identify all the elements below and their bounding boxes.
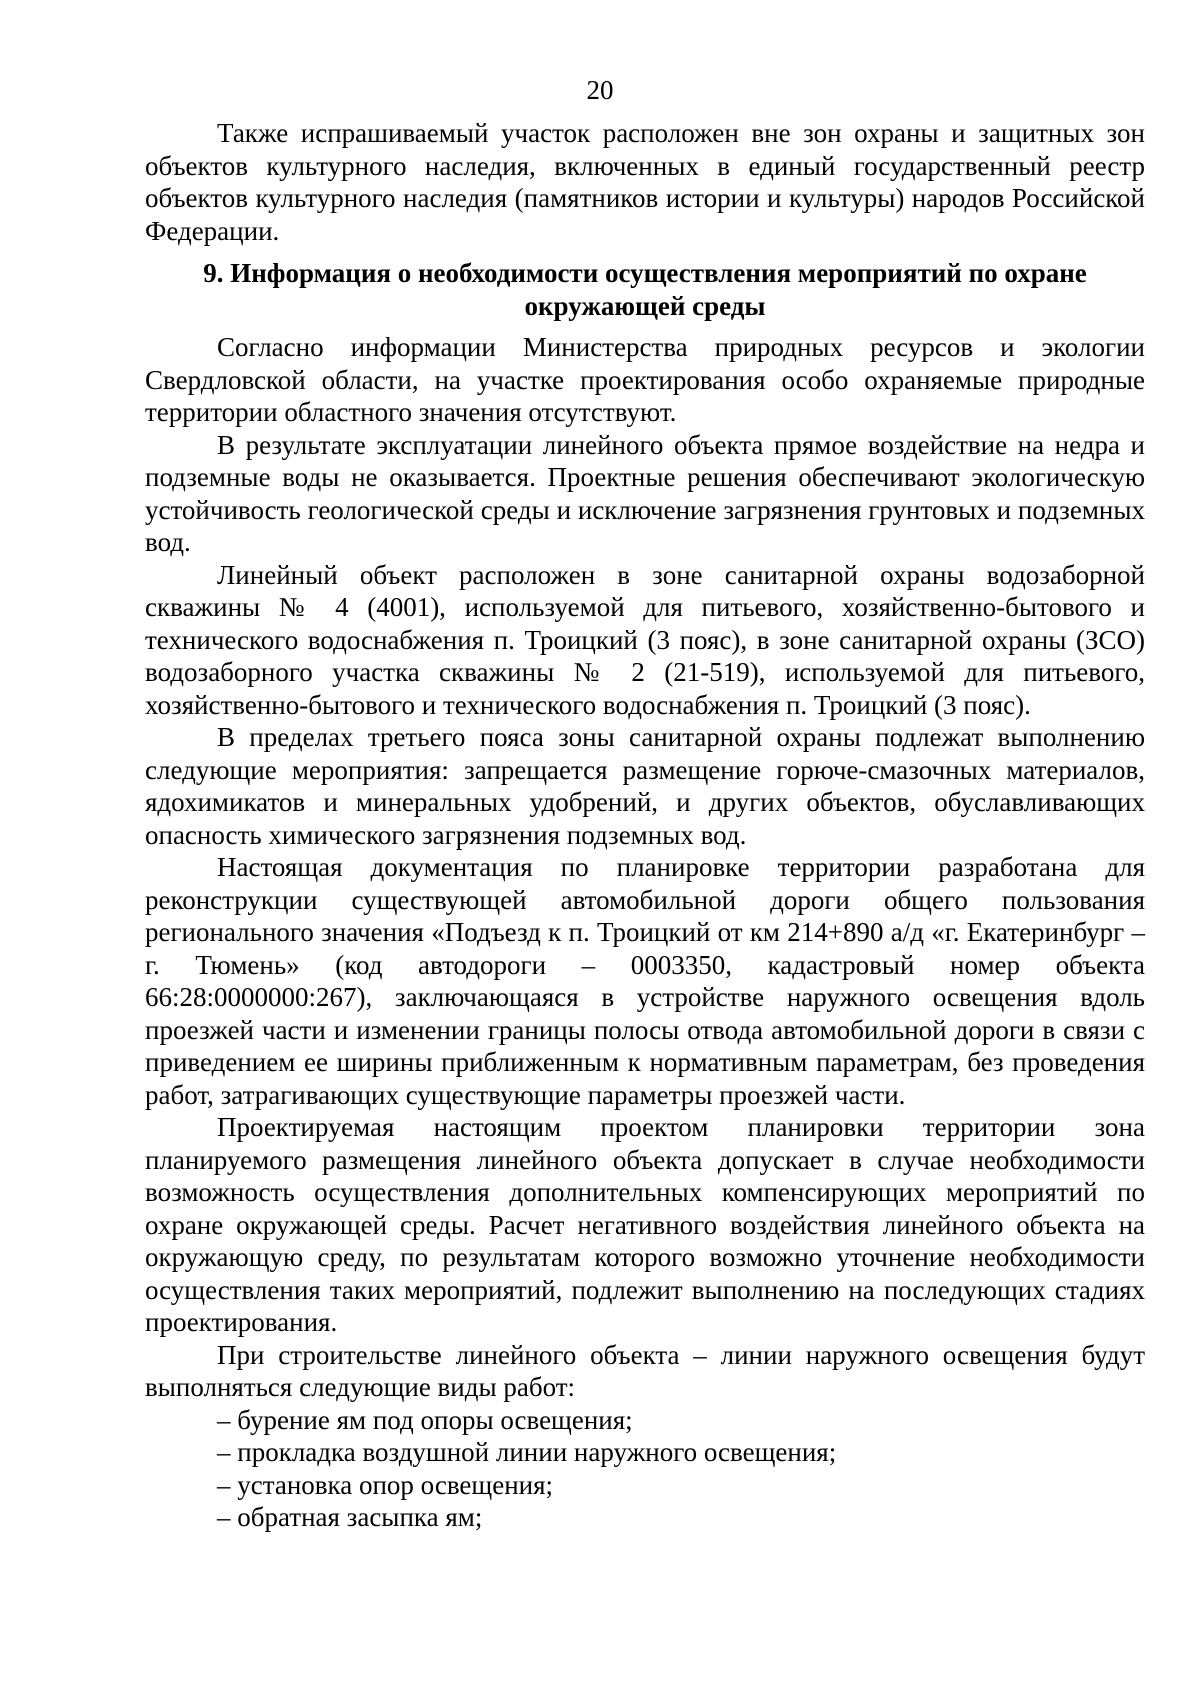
paragraph-subsoil-impact: В результате эксплуатации линейного объекта прямое воздействие на недра и подземные воды не оказывается. Проектные решения обеспечивают экологическую устойчивость геологической среды и исключение загрязнения грунтовых и подземных вод. (145, 429, 1145, 557)
paragraph-third-belt-measures: В пределах третьего пояса зоны санитарной охраны подлежат выполнению следующие мероприятия: запрещается размещение горюче-смазочных материалов, ядохимикатов и минеральных удобрений, и других объектов, обуславливающих опасность химического загрязнения подземных вод. (145, 722, 1145, 850)
list-item: – обратная засыпка ям; (217, 1502, 483, 1532)
list-item: – прокладка воздушной линии наружного освещения; (217, 1437, 837, 1467)
paragraph-documentation-purpose: Настоящая документация по планировке территории разработана для реконструкции существующей автомобильной дороги общего пользования регионального значения «Подъезд к п. Троицкий от км 214+890 а/д «г. Екатеринбург – г. Тюмень» (код автодороги – 0003350, кадастровый номер объекта 66:28:0000000:267), заключающаяся в устройстве наружного освещения вдоль проезжей части и изменении границы полосы отвода автомобильной дороги в связи с приведением ее ширины приближенным к нормативным параметрам, без проведения работ, затрагивающих существующие параметры проезжей части. (145, 852, 1145, 1110)
list-item: – установка опор освещения; (217, 1469, 554, 1500)
page-number: 20 (586, 75, 614, 105)
works-list (145, 1404, 1145, 1534)
paragraph-compensating-measures: Проектируемая настоящим проектом планировки территории зона планируемого размещения линейного объекта допускает в случае необходимости возможность осуществления дополнительных компенсирующих мероприятий по охране окружающей среды. Расчет негативного воздействия линейного объекта на окружающую среду, по результатам которого возможно уточнение необходимости осуществления таких мероприятий, подлежит выполнению на последующих стадиях проектирования. (145, 1112, 1145, 1337)
paragraph-protected-areas: Согласно информации Министерства природных ресурсов и экологии Свердловской области, на участке проектирования особо охраняемые природные территории областного значения отсутствуют. (145, 332, 1145, 427)
paragraph-sanitary-zone: Линейный объект расположен в зоне санитарной охраны водозаборной скважины № 4 (4001), используемой для питьевого, хозяйственно-бытового и технического водоснабжения п. Троицкий (3 пояс), в зоне санитарной охраны (ЗСО) водозаборного участка скважины № 2 (21-519), используемой для питьевого, хозяйственно-бытового и технического водоснабжения п. Троицкий (3 пояс). (145, 559, 1145, 720)
list-item: – бурение ям под опоры освещения; (217, 1404, 633, 1435)
page-content (145, 117, 1145, 1534)
paragraph-construction-works: При строительстве линейного объекта – линии наружного освещения будут выполняться следующие виды работ: (145, 1339, 1145, 1402)
paragraph-cultural-heritage: Также испрашиваемый участок расположен вне зон охраны и защитных зон объектов культурного наследия, включенных в единый государственный реестр объектов культурного наследия (памятников истории и культуры) народов Российской Федерации. (145, 118, 1145, 246)
section-heading: 9. Информация о необходимости осуществления мероприятий по охране окружающей среды (203, 258, 1087, 321)
